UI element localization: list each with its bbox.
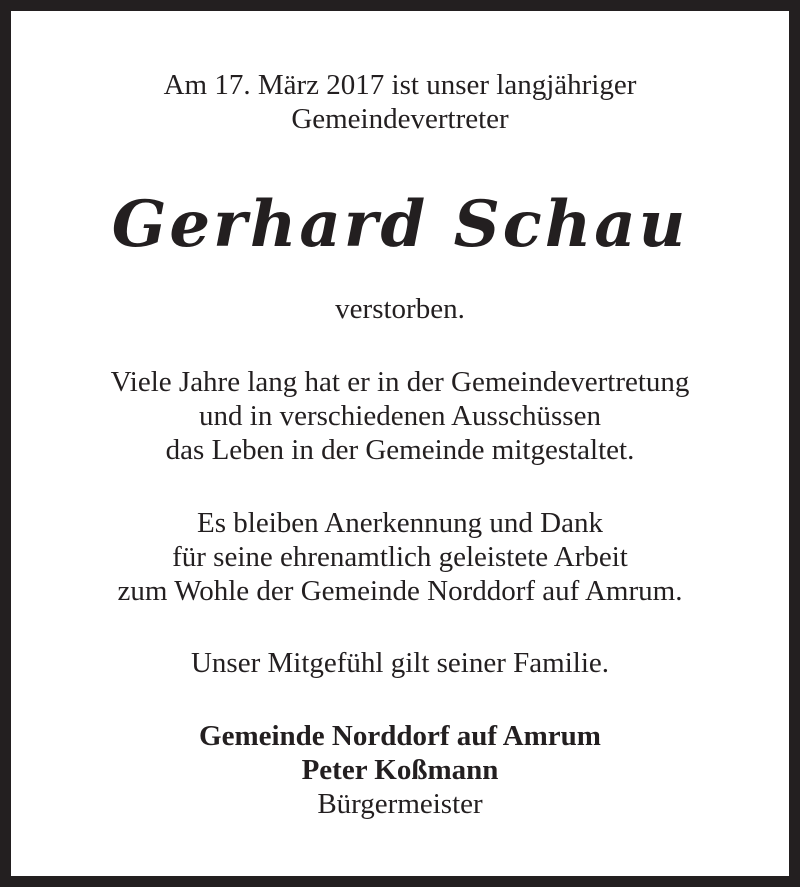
paragraph1-line-3: das Leben in der Gemeinde mitgestaltet. <box>165 434 635 466</box>
deceased-name: Gerhard Schau <box>111 187 689 262</box>
paragraph1-line-1: Viele Jahre lang hat er in der Gemeindevertretung <box>110 366 690 398</box>
paragraph2-line-3: zum Wohle der Gemeinde Norddorf auf Amrum. <box>117 575 683 607</box>
paragraph1-line-2: und in verschiedenen Ausschüssen <box>199 400 601 432</box>
intro-line-2: Gemeindevertreter <box>291 103 509 135</box>
signature-title: Bürgermeister <box>317 788 483 820</box>
paragraph2-line-2: für seine ehrenamtlich geleistete Arbeit <box>172 541 628 573</box>
signature-person: Peter Koßmann <box>301 754 499 786</box>
paragraph2-line-1: Es bleiben Anerkennung und Dank <box>197 507 603 539</box>
condolence-text: Unser Mitgefühl gilt seiner Familie. <box>190 647 609 679</box>
died-text: verstorben. <box>335 293 465 325</box>
intro-line-1: Am 17. März 2017 ist unser langjähriger <box>163 69 637 101</box>
signature-organization: Gemeinde Norddorf auf Amrum <box>199 720 601 752</box>
